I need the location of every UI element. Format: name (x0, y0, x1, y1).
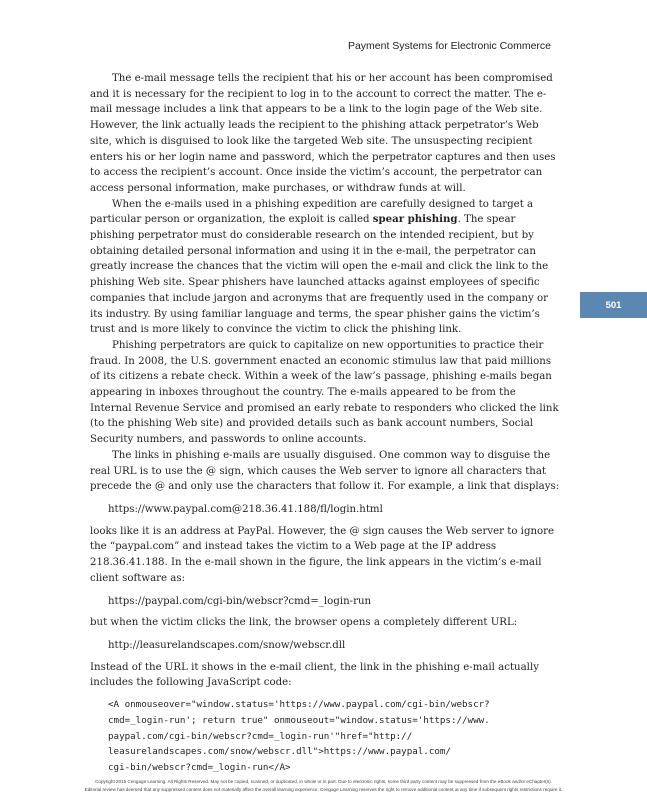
footer-line-1: Copyright 2015 Cengage Learning. All Rights Reserved. May not be copied, scanned, or duplicated, in whole or in part. Due to electronic rights, some third party content may be suppressed from the eBook and/or eChapter(s). (95, 779, 552, 784)
paragraph-3: Phishing perpetrators are quick to capitalize on new opportunities to practice their fraud. In 2008, the U.S. government enacted an economic stimulus law that paid millions of its citizens a rebate check. Within a week of the law’s passage, phishing e-mails began appearing in inboxes throughout the country. The e-mails appeared to be from the Internal Revenue Service and promised an early rebate to responders who clicked the link (to the phishing Web site) and provided details such as bank account numbers, Social Security numbers, and passwords to online accounts. (90, 339, 559, 446)
example-url-1: https://www.paypal.com@218.36.41.188/fl/login.html (108, 503, 383, 515)
javascript-code-block: <A onmouseover="window.status='https://www.paypal.com/cgi-bin/webscr? cmd=_login-run'; return true" onmouseout="window.status='https://www. paypal.com/cgi-bin/webscr?cmd=_login-run'"href="http:// leasurelandscapes.com/snow/webscr.dll">https://www.paypal.com/ cgi-bin/webscr?cmd=_login-run</A> (108, 699, 490, 774)
example-url-3: http://leasurelandscapes.com/snow/webscr.dll (108, 639, 346, 651)
paragraph-2 (90, 197, 560, 338)
main-text (90, 71, 560, 776)
paragraph-4: The links in phishing e-mails are usually disguised. One common way to disguise the real URL is to use the @ sign, which causes the Web server to ignore all characters that precede the @ and only use the characters that follow it. For example, a link that displays: (90, 449, 560, 493)
paragraph-2-lead: When the e-mails used in a phishing expedition are carefully designed to target a particular person or organization, the exploit is called (90, 198, 534, 226)
paragraph-5: looks like it is an address at PayPal. However, the @ sign causes the Web server to ignore the “paypal.com” and instead takes the victim to a Web page at the IP address 218.36.41.188. In the e-mail shown in the figure, the link appears in the victim’s e-mail client software as: (90, 525, 555, 584)
paragraph-1: The e-mail message tells the recipient that his or her account has been compromised and it is necessary for the recipient to log in to the account to correct the matter. The e-mail message includes a link that appears to be a link to the login page of the Web site. However, the link actually leads the recipient to the phishing attack perpetrator’s Web site, which is disguised to look like the targeted Web site. The unsuspecting recipient enters his or her login name and password, which the perpetrator captures and then uses to access the recipient’s account. Once inside the victim’s account, the perpetrator can access personal information, make purchases, or withdraw funds at will. (90, 73, 556, 194)
paragraph-2-rest: . The spear phishing perpetrator must do considerable research on the intended recipient, but by obtaining detailed personal information and using it in the e-mail, the perpetrator can greatly increase the chances that the victim will open the e-mail and click the link to the phishing Web site. Spear phishers have launched attacks against employees of specific companies that include jargon and acronyms that are frequently used in the company or its industry. By using familiar language and terms, the spear phisher gains the victim’s trust and is more likely to convince the victim to click the phishing link. (90, 214, 549, 336)
page-number-tab: 501 (580, 292, 647, 318)
paragraph-7: Instead of the URL it shows in the e-mail client, the link in the phishing e-mail actually includes the following JavaScript code: (90, 661, 539, 689)
copyright-footer (0, 778, 647, 794)
example-url-2: https://paypal.com/cgi-bin/webscr?cmd=_login-run (108, 595, 372, 607)
footer-line-2: Editorial review has deemed that any suppressed content does not materially affect the overall learning experience. Cengage Learning reserves the right to remove additional content at any time if subsequent rights restrictions require it. (84, 787, 563, 792)
key-term-spear-phishing: spear phishing (372, 213, 458, 226)
running-header: Payment Systems for Electronic Commerce (347, 40, 551, 52)
paragraph-6: but when the victim clicks the link, the browser opens a completely different URL: (90, 617, 518, 629)
